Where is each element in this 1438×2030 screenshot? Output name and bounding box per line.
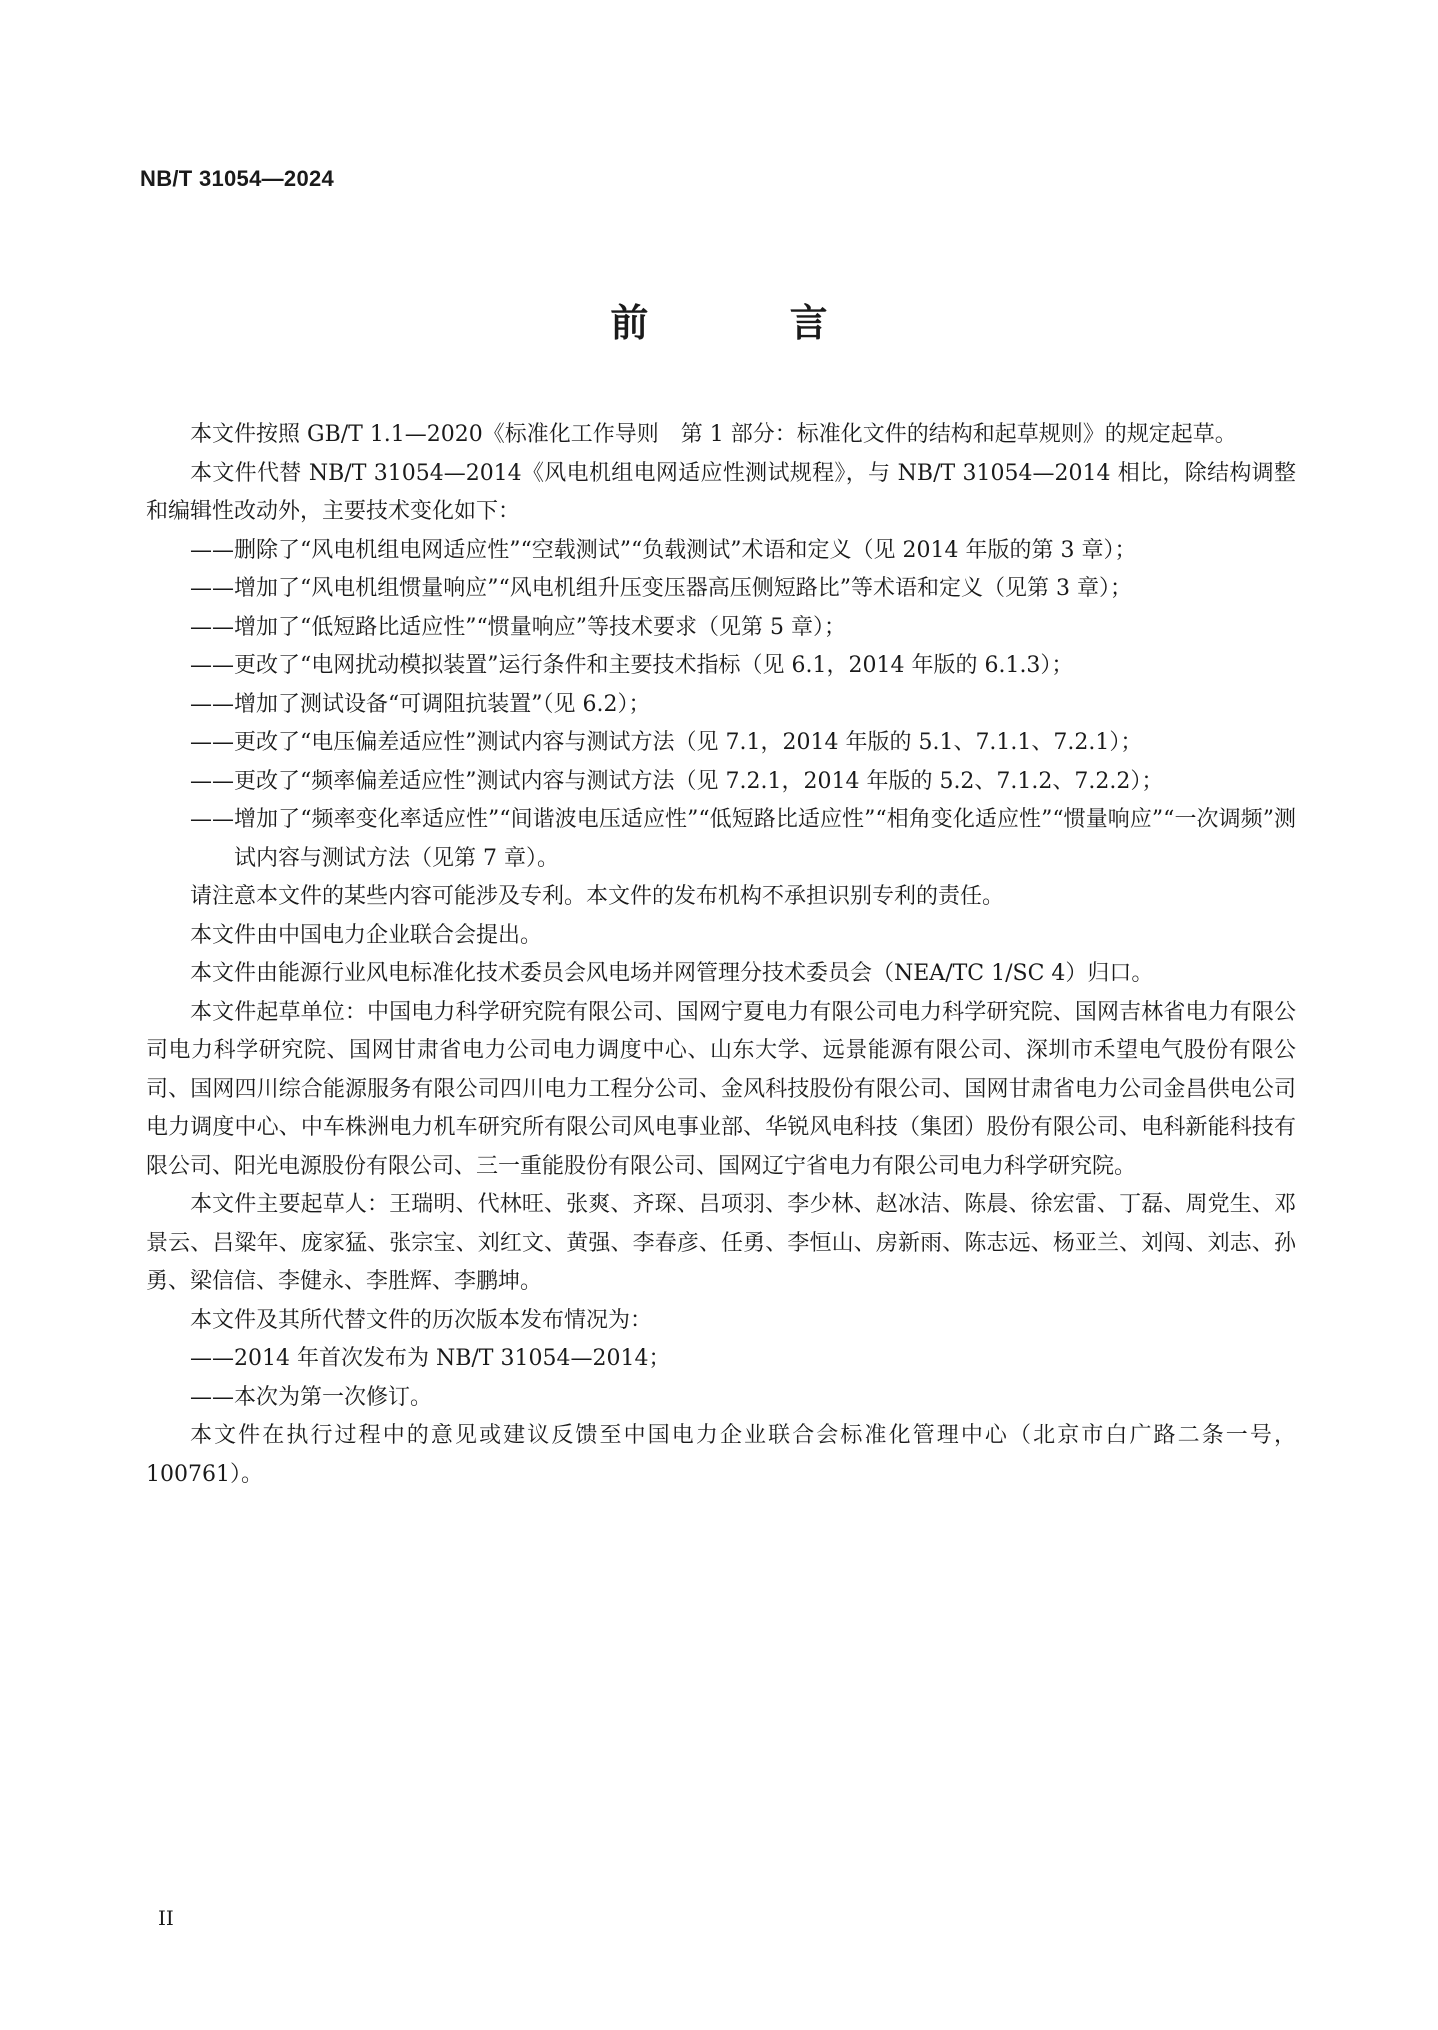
change-item: ——增加了测试设备“可调阻抗装置”（见 6.2）； [190, 691, 651, 717]
change-item: ——增加了“频率变化率适应性”“间谐波电压适应性”“低短路比适应性”“相角变化适应性”“惯量响应”“一次调频”测试内容与测试方法（见第 7 章）。 [190, 807, 1296, 871]
change-item: ——删除了“风电机组电网适应性”“空载测试”“负载测试”术语和定义（见 2014 年版的第 3 章）； [190, 537, 1137, 563]
paragraph-feedback: 本文件在执行过程中的意见或建议反馈至中国电力企业联合会标准化管理中心（北京市白广路二条一号，100761）。 [146, 1423, 1296, 1487]
change-item: ——增加了“风电机组惯量响应”“风电机组升压变压器高压侧短路比”等术语和定义（见第 3 章）； [190, 576, 1132, 601]
page-number: II [158, 1906, 174, 1930]
paragraph-committee: 本文件由能源行业风电标准化技术委员会风电场并网管理分技术委员会（NEA/TC 1/SC 4）归口。 [190, 961, 1154, 986]
paragraph-drafters: 本文件主要起草人：王瑞明、代林旺、张爽、齐琛、吕项羽、李少林、赵冰洁、陈晨、徐宏雷、丁磊、周党生、邓景云、吕粱年、庞家猛、张宗宝、刘红文、黄强、李春彦、任勇、李恒山、房新雨、陈志远、杨亚兰、刘闯、刘志、孙勇、梁信信、李健永、李胜辉、李鹏坤。 [146, 1192, 1296, 1294]
paragraph-patent-notice: 请注意本文件的某些内容可能涉及专利。本文件的发布机构不承担识别专利的责任。 [190, 884, 1005, 909]
history-item: ——本次为第一次修订。 [190, 1384, 433, 1410]
paragraph-version-history: 本文件及其所代替文件的历次版本发布情况为： [190, 1307, 653, 1333]
paragraph-proposer: 本文件由中国电力企业联合会提出。 [190, 922, 543, 948]
paragraph-drafting-units: 本文件起草单位：中国电力科学研究院有限公司、国网宁夏电力有限公司电力科学研究院、国网吉林省电力有限公司电力科学研究院、国网甘肃省电力公司电力调度中心、山东大学、远景能源有限公司、深圳市禾望电气股份有限公司、国网四川综合能源服务有限公司四川电力工程分公司、金风科技股份有限公司、国网甘肃省电力公司金昌供电公司电力调度中心、中车株洲电力机车研究所有限公司风电事业部、华锐风电科技（集团）股份有限公司、电科新能科技有限公司、阳光电源股份有限公司、三一重能股份有限公司、国网辽宁省电力有限公司电力科学研究院。 [146, 999, 1296, 1179]
change-item: ——更改了“频率偏差适应性”测试内容与测试方法（见 7.2.1，2014 年版的 5.2、7.1.2、7.2.2）； [190, 768, 1164, 794]
page-title: 前 言 [610, 301, 892, 345]
change-item: ——更改了“电网扰动模拟装置”运行条件和主要技术指标（见 6.1，2014 年版的 6.1.3）； [190, 653, 1074, 678]
paragraph-drafting-basis: 本文件按照 GB/T 1.1—2020《标准化工作导则 第 1 部分：标准化文件的结构和起草规则》的规定起草。 [190, 422, 1237, 447]
paragraph-replacement: 本文件代替 NB/T 31054—2014《风电机组电网适应性测试规程》，与 NB/T 31054—2014 相比，除结构调整和编辑性改动外，主要技术变化如下： [146, 460, 1296, 524]
document-code: NB/T 31054—2024 [140, 166, 335, 191]
change-item: ——增加了“低短路比适应性”“惯量响应”等技术要求（见第 5 章）； [190, 614, 846, 640]
history-item: ——2014 年首次发布为 NB/T 31054—2014； [190, 1346, 671, 1371]
foreword-body [146, 416, 1296, 1494]
change-item: ——更改了“电压偏差适应性”测试内容与测试方法（见 7.1，2014 年版的 5.1、7.1.1、7.2.1）； [190, 730, 1143, 755]
